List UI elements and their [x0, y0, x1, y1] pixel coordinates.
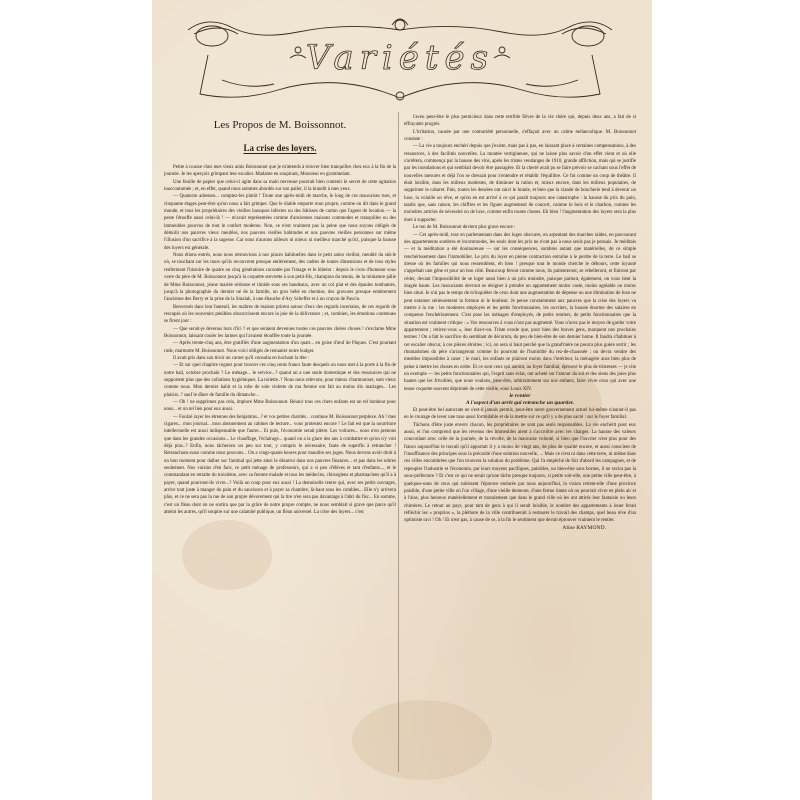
- newspaper-page: [152, 0, 652, 800]
- paragraph: — La vie a toujours enchéri depuis que j'existe, mais pas à pas, en laissant place à certaines compensations, à des ressources, à des facilités nouvelles. La montée vertigineuse, qui ne laisse plus savoir d'un effet vient et où elle s'arrêtera, commença par la hausse des vins, après les tristes vendanges de 1910, grande affliction, mais qui se justifie par les inondations et qui semblait devoir être passagère. Et la cherté avait pu se faire prévoir se cachant sous l'effet de nouvelles mesures et déjà l'on se dressait pour s'entendre et rétablir l'équilibre. Ce fut comme un coup de théâtre. Il était loisible, dans les milieux modestes, de diminuer la ration et, mieux encore, dans les milieux populaires, de supprimer le cabaret. Puis, toutes les denrées ont suivi le branle, et bien que la viande de boucherie tend à devenir un luxe, la volaille un rêve, et qu'on en est arrivé à ce qui paraît toujours une catastrophe : la hausse du prix du pain, tandis que, sans raison, les chiffres et les figues augmentent de concert, comme le bois et le charbon, comme les moindres articles de nécessité ou de luxe, comme enfin toutes choses. Eh bien ! l'augmentation des loyers sera la plus dure à supporter.: [404, 144, 636, 223]
- paragraph: — Cet après-midi, tout en parlementant dans des loges obscures, en arpentant des marches raides, en parcourant des appartements sombres et incommodes, les seuls dont les prix ne n'ont pas à nous seuls pas je pensais. Je méditais — et la méditation a été douloureuse — sur les conséquences, sombres autant que matérielles, de ce simple renchérissement dans l'immobilier. Le prix du loyer en pleine contraction entraîne à le perdre de la terre. Le bail se dresse où les familles qui nous ressemblent, eh bien ! presque tout le monde cherche le débours, cette loyauté s'apprêtait une gêne et pour un bon côté. Beaucoup feront comme nous, ils patienteront, se rebelleront, et finiront par céder, devant l'impossibilité de se loger aussi bien à un prix moindre, puisque partout, également, on vous tient la dragée haute. Les insouciants devront se résigner à prendre un appartement moins vaste, moins agréable ou moins bien situé. Je n'ai pas le temps de m'inquiéter de ceux dont une augmentation de dépense ou une diminution de luxe ne peut entamer sérieusement la fortune ni le bonheur. Je pense constamment aux pauvres que la crise des loyers va mettre à la rue : les modestes employés et les petits fonctionnaires, les ouvriers, la hausse énorme des salaires en compense l'enchérissement. C'est pour les ménages d'employés, de petits rentiers, de petits fonctionnaires que la situation est vraiment critique : « Vos ressources à vous n'ont pas augmenté. Vous n'avez pas le moyen de garder votre appartement ; retirez-vous », leur dira-t-on. Triste exode que, pour bien des braves gens, marquent nos prochains termes ! On a fait le sacrifice du semblant de décorum, du peu de bien-être de son dernier home. Il faudra s'habituer à cet escalier obscur, à ces pièces étroites ; ici, on sera si haut perché que la grand'mère ne pourra plus guère sortir ; les rhumatismes du père s'arrangeront comme ils pourront de l'humidité du rez-de-chaussée ; on devra vendre des meubles impossibles à caser ; le mari, les enfants se plairont moins dans l'intérieur, la ménagère aura bien plus de peine à mettre les choses en ordre. Et ce sont ceux qui auront, au foyer familial, éprouvé le plus de tristesses — je cite un exemple — les petits fonctionnaires qui, l'esprit sans éclat, ont acheté sur l'amour du sol et des siens des joies plus hautes que les frivolités, que nous voulons, peut-être, arbitrairement sur nos enfants, faire vivre ceux qui avec une tenue coquette souvent déprimée de cette vieille, sous Louis XIV.: [404, 232, 636, 392]
- paragraph: Il avait pris dans son tiroir un carnet qu'il consulta en hochant la tête :: [173, 355, 310, 361]
- paragraph: Le ton de M. Boissonnot devient plus grave encore :: [413, 225, 516, 231]
- paragraph: l'aveu peut-être le plus pernicieux dans cette terrible fièvre de la vie chère qui, depuis deux ans, a fait de si effrayants progrès.: [404, 115, 636, 128]
- paragraph: — Oh ! ne supprimez pas cela, implore Mme Boissonnot. Réunir tous ces chers enfants est un tel bonheur pour nous... et un tel lien pour eux aussi.: [164, 400, 396, 413]
- right-column: [404, 114, 636, 532]
- paragraph: Nous étions entrés, nous nous retrouvions à nos places habituelles dans le petit salon vieillot, meublé du siècle où, se touchant sur les murs qu'ils recouvrent presque entièrement, des cadres de toutes dimensions et de tous styles renferment l'histoire de quatre ou cinq générations racontée par l'image et le bibelot : depuis le crois d'honneur sous verre du père de M. Boissonnot jusqu'à la coquette œuvrette à son petit-fils, champion du tennis, de la miniature pâlie de Mme Boissonnot, jeune mariée sérieuse et timide sous ses bandeaux, avec un col plat et des épaules tombantes, jusqu'à la photographie du dernier né de la famille, un gros bébé en chemise, des gravures presque entièrement l'ancienne des Berry et la prise de la Smalah, à une ébauche d'Ary Scheffer et à un crayon de Pascin.: [164, 253, 396, 303]
- paragraph: — Foulzé rayer les étrennes des benjamins...? et vos petites charités... continue M. Boissonnot perplexe. Ah ! mes cigares... mon journal... mon abonnement au cabinet de lecture... vous protestez encore ! Le fait est que la nourriture intellectuelle est aussi indispensable que l'autre... Et puis, l'économie serait piètre. Les voitures... nous n'en prenons que dans les grandes occasions... Le chauffage, l'éclairage... quand on a la glace des ans à combattre et qu'on n'y voit déjà plus..? Enfin, nous tâcherons un peu sur tout, y compris le nécessaire, faute de superflu à retrancher ! Retranchons-nous comme nous pouvons... On a vingt-quatre heures pour maudire ses juges. Nous devons avoir droit à un bon moment pour daiber sur l'animal qui jette ainsi le désarroi dans nos pauvres finances... et pas dans les nôtres seulement. Nos voisins d'en face, ce petit ménage de professeurs, qui a si peu d'élèves et tant d'enfants..., et le commandant en retraite du troisième, avec sa femme malade et tous les médecins, chirurgiens et pharmaciens qu'il a à payer, quand pourront-ils vivre...? Voilà un coup pour eux aussi ! La demoiselle rentre qui, avec ses petits ouvrages, arrive tout juste à manger du pain et du saucisson et à payer sa chambre, là-haut sous les combles... Elle n'y arrivera plus, et ce ne sera pas la rue de son propre dévorement qui la tire n'en sera pas davantage à l'abri du fisc... En somme, c'est un fléau dont on ne sortira que par la grâce de notre propre compte, ne nous semblait si grave que parce qu'il atteint les autres, qu'il soupire sur une calamité publique, un fléau universel. La crise des loyers... c'est: [164, 414, 396, 516]
- paragraph: — Que serait-je devenus hors d'ici ? et que seraient devenues toutes ces pauvres chères choses ! s'exclame Mme Boissonnot, laissant couler les larmes qui l'avaient étouffée toute la journée.: [164, 326, 396, 339]
- paragraph: Petite à cousse chez mes vieux amis Boissonnot que je m'attends à trouver bien tranquilles chez eux à la fin de la journée. Je les aperçois grimpant leur escalier. Madame en soupirant, Monsieur en grommelant.: [164, 165, 396, 178]
- paragraph: Une feuille de papier que celui-ci agite dans sa main nerveuse pourrait bien contenir le secret de cette agitation inaccoutumée ; et, en effet, quand nous sommes abordés sur son palier, il la brandit à mes yeux.: [164, 179, 396, 193]
- article-subtitle: La crise des loyers.: [243, 143, 317, 153]
- column-divider: [398, 112, 399, 772]
- paragraph: Renversés dans leur fauteuil, les maîtres de maison prirent autour d'eux des regards incertains, de ces regards de rescapés où les souvenirs pénibles obscurcissent encore la joie de la délivrance ; et, combien, les émotions contenues se firent jour :: [164, 304, 396, 325]
- paragraph: Et peut-être bel autocrate ne s'est-il jamais permis, peut-être notre gouvernement actuel lui-même n'aurait-il pas eu le courage de lever une taxe aussi formidable et de la mettre sur ce qu'il y a de plus sacré : sur le foyer familial.: [404, 408, 636, 421]
- fragment-subtitle: A l'aspect d'un arrêt qui retranche un quartier.: [465, 400, 575, 407]
- masthead-title: Variétés: [305, 38, 495, 78]
- masthead-ornament: [178, 10, 622, 105]
- paragraph: — Quatorze adresses... comptez-les plutôt ! Toute une après-midi de marche, le long de ces mauvaises rues, et cinquante étages peut-être qu'on nous a fait grimper. Que le diable emporte mon propre, comme on dit dans le grand monde, et tous les propriétaires des vieilles baraques infectes ou des bâtisses de carton que l'agent de location — la peste l'étouffe aussi celui-là ! — m'avait représentées comme d'anciennes maisons commodes et tranquilles ou des immeubles pourvus de tout le confort moderne. Non, ce n'est vraiment pas la peine que nous soyons obligés de démolir nos pauvres vieux meubles, nos pauvres vieilles habitudes et nos pauvres vieilles personnes sur même l'illusion d'un sacrifice à la sagesse. Car nous n'aurons ailleurs ni mieux ni meilleur marché qu'ici, puisque la hausse des loyers est générale.: [164, 194, 396, 251]
- paragraph: — Et sur quel chapitre rognez pour trouver ces cinq cents francs faute desquels on nous met à la porte à la fin de notre bail, octobre prochain ? Le ménage... le service...? quand on a une seule domestique et des ressources qui ne supportent plus que des collations hygiéniques. La toilette..? Nous nous relevons, pour mieux s'harmoniser, sont vieux comme nous. Mon dernier habit et la robe de soie violette de ma femme ont fait au moins dix mariages... Les plaisirs..? sauf le dîner de famille du dimanche...: [164, 363, 396, 398]
- left-column: [164, 112, 396, 517]
- fragment-label: le rentier: [509, 393, 531, 400]
- author-signature: Aline RAYMOND.: [562, 524, 606, 531]
- paragraph: L'irritation, causée par une contrariété personnelle, s'effaçait avec un calme mélancolique. M. Boissonnot constate :: [404, 129, 636, 143]
- article-title: Les Propos de M. Boissonnot.: [213, 119, 347, 131]
- paragraph: Tâchons d'être juste envers chacun, les propriétaires ne sont pas seuls responsables. La vie enchérit pour eux aussi, et l'on comprend que les revenus des immeubles aient à s'accroître avec les charges. La hausse des valeurs concordant avec celle de la journée, de la révolte, de la mauvaise volonté, si bien que l'ouvrier n'est plus pour des francs aujourd'hui le travail qu'il apportait il y a moins de vingt ans, de plus de qualité encore, et aussi conscient de l'insuffisance des principes sous la précarité d'une solution nouvelle, ... Mais ce n'est ni dans cette terre, ni même dans ces villes encombrées que l'on trouvera la solution du problème. Qui l'a empêché de fuir d'abord les campagnes, et de repeupler l'industrie et l'économie, par leurs moyens pacifiques, paisibles, un bien-être sans bornes, il ne ravira pas la sous-préfecture ? Et c'est ce qui ne serait qu'une tâche presque toujours, si petite soit-elle, une petite ville peut-être, à quelques-unes de ceux qui subissent l'épreuve endurée par nous aujourd'hui, la vision retient-elle d'une province paisible, d'une petite ville où l'on village, d'une vieille demeure, d'une ferme riante où on pourrait vivre en plein air et à l'aise, plus heureux matériellement et moralement que dans le grand ville où les ont attirés leur fantaisie ou leurs chimères. Le retour au pays, pour tant de gens à qui il serait loisible, le nombre des appartements à louer ferait réfléchir les « proprios », la pléthore de la ville contribuerait à restaurer le travail des champs, quel beau rêve d'un optimiste ravi ! Oh ! Et n'est pas, à cause de ce, à la fin le sentiment que devait éprouver vraiment le rentier.: [404, 422, 636, 524]
- paragraph: — Après trente-cinq ans, être gratifiés d'une augmentation d'un quart... en guise d'œuf de Pâques. C'est pourtant rude, marmotte M. Boissonnot. Nous voici obligés de remanier notre budget.: [164, 341, 396, 354]
